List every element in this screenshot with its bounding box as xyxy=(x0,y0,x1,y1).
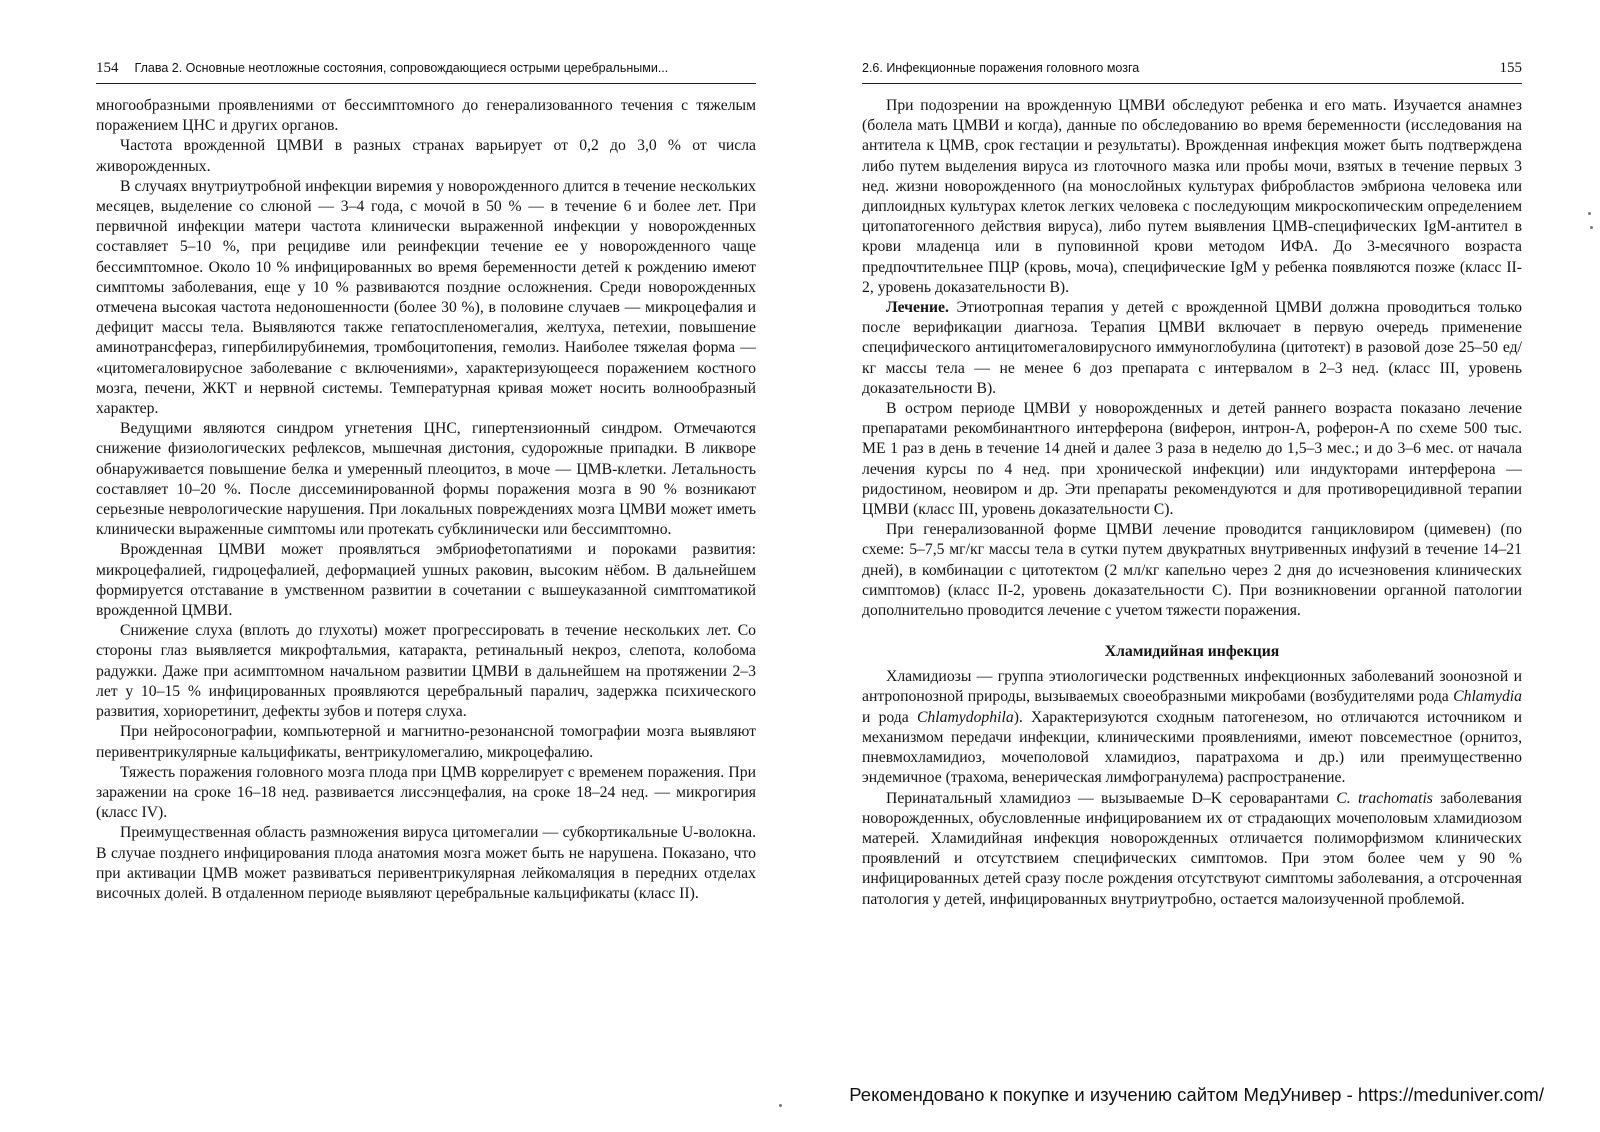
paragraph: Снижение слуха (вплоть до глухоты) может прогрессировать в течение нескольких лет. Со стороны глаз выявляется микрофтальмия, катаракта, ретинальный некроз, слепота, колобома радужки. Даже при асимптомном начальном развитии ЦМВИ в дальнейшем на протяжении 2–3 лет у 10–15 % инфицированных проявляются церебральный паралич, задержка психического развития, хориоретинит, дефекты зубов и потеря слуха. xyxy=(96,622,756,721)
paragraph: Врожденная ЦМВИ может проявляться эмбриофетопатиями и пороками развития: микроцефалией, гидроцефалией, деформацией ушных раковин, высоким нёбом. В дальнейшем формируется отставание в умственном развитии в сочетании с вышеуказанной симптоматикой врожденной ЦМВИ. xyxy=(96,541,756,620)
treatment-lead: Лечение. xyxy=(886,299,949,317)
left-running-title: Глава 2. Основные неотложные состояния, сопровождающиеся острыми церебральными... xyxy=(134,61,669,75)
right-running-head xyxy=(862,60,1522,84)
paragraph: многообразными проявлениями от бессимптомного до генерализованного течения с тяжелым поражением ЦНС и других органов. xyxy=(96,97,756,135)
left-page xyxy=(96,60,756,904)
italic-term: Chlamydophila xyxy=(916,708,1014,726)
right-page xyxy=(862,60,1522,910)
text-run: и рода xyxy=(862,708,917,726)
section-heading: Хламидийная инфекция xyxy=(1104,643,1280,661)
text-run: заболевания новорожденных, обусловленные инфицированием их от страдающих мочеполовым хламидиозом матерей. Хламидийная инфекция новорожденных отличается полиморфизмом клинических проявлений и отсутствием специфических симптомов. При этом более чем у 90 % инфицированных детей сразу после рождения отсутствуют симптомы заболевания, а отсроченная патология у детей, инфицированных внутриутробно, остается малоизученной проблемой. xyxy=(862,789,1522,908)
paragraph: В случаях внутриутробной инфекции виремия у новорожденного длится в течение нескольких месяцев, выделение со слюной — 3–4 года, с мочой в 50 % — в течение 6 и более лет. При первичной инфекции матери частота клинически выраженной инфекции у новорожденных составляет 5–10 %, при рецидиве или реинфекции течение ее у новорожденного чаще бессимптомное. Около 10 % инфицированных во время беременности детей к рождению имеют симптомы заболевания, еще у 10 % развиваются поздние осложнения. Среди новорожденных отмечена высокая частота недоношенности (более 30 %), в половине случаев — микроцефалия и дефицит массы тела. Выявляются также гепатоспленомегалия, желтуха, петехии, повышение аминотрансфераз, гипербилирубинемия, тромбоцитопения, гемолиз. Наиболее тяжелая форма — «цитомегаловирусное заболевание с включениями», характеризующееся поражением костного мозга, печени, ЖКТ и нервной системы. Температурная кривая может носить волнообразный характер. xyxy=(96,177,756,418)
footer-credit: Рекомендовано к покупке и изучению сайтом МедУнивер - https://meduniver.com/ xyxy=(849,1084,1544,1105)
paragraph xyxy=(862,667,1522,788)
paragraph xyxy=(862,789,1522,910)
paragraph: Тяжесть поражения головного мозга плода при ЦМВ коррелирует с временем поражения. При заражении на сроке 16–18 нед. развивается лиссэнцефалия, на сроке 18–24 нед. — микрогирия (класс IV). xyxy=(96,763,756,822)
right-page-number: 155 xyxy=(1499,60,1522,76)
paragraph: Ведущими являются синдром угнетения ЦНС, гипертензионный синдром. Отмечаются снижение физиологических рефлексов, мышечная дистония, судорожные припадки. В ликворе обнаруживается повышение белка и умеренный плеоцитоз, в моче — ЦМВ-клетки. Летальность составляет 10–20 %. После диссеминированной формы поражения мозга в 90 % возникают серьезные неврологические нарушения. При локальных повреждениях мозга ЦМВИ может иметь клинически выраженные симптомы или протекать субклинически или бессимптомно. xyxy=(96,420,756,539)
text-run: Перинатальный хламидиоз — вызываемые D–K сероварантами xyxy=(886,789,1337,807)
right-running-title: 2.6. Инфекционные поражения головного мозга xyxy=(862,61,1140,75)
scan-speck xyxy=(1590,226,1593,229)
right-body-text xyxy=(862,96,1522,910)
paragraph: При подозрении на врожденную ЦМВИ обследуют ребенка и его мать. Изучается анамнез (болела мать ЦМВИ и когда), данные по обследованию во время беременности (исследования на антитела к ЦМВ, срок гестации и результаты). Врожденная инфекция может быть подтверждена либо путем выделения вируса из глоточного мазка или пробы мочи, взятых в течение первых 3 нед. жизни новорожденного (на монослойных культурах фибробластов эмбриона человека или диплоидных культурах клеток легких человека с последующим микроскопическим определением цитопатогенного действия вируса), либо путем выявления ЦМВ-специфических IgM-антител в крови младенца или в пуповинной крови методом ИФА. До 3-месячного возраста предпочтительнее ПЦР (кровь, моча), специфические IgM у ребенка появляются позже (класс II-2, уровень доказательности В). xyxy=(862,97,1522,296)
paragraph: В остром периоде ЦМВИ у новорожденных и детей раннего возраста показано лечение препаратами рекомбинантного интерферона (виферон, интрон-А, роферон-А по схеме 500 тыс. МЕ 1 раз в день в течение 14 дней и далее 3 раза в неделю до 1,5–3 мес.; и до 3–6 мес. от начала лечения курсы по 4 нед. при хронической инфекции) или индукторами интерферона — ридостином, неовиром и др. Эти препараты рекомендуются и для противорецидивной терапии ЦМВИ (класс III, уровень доказательности С). xyxy=(862,400,1522,519)
paragraph: При нейросонографии, компьютерной и магнитно-резонансной томографии мозга выявляют перивентрикулярные кальцификаты, вентрикуломегалию, микроцефалию. xyxy=(96,723,756,761)
treatment-text: Этиотропная терапия у детей с врожденной ЦМВИ должна проводиться только после верификации диагноза. Терапия ЦМВИ включает в первую очередь применение специфического антицитомегаловирусного иммуноглобулина (цитотект) в разовой дозе 25–50 ед/кг массы тела — не менее 6 доз препарата с интервалом в 2–3 нед. (класс III, уровень доказательности В). xyxy=(862,299,1522,397)
paragraph: Частота врожденной ЦМВИ в разных странах варьирует от 0,2 до 3,0 % от числа живорожденных. xyxy=(96,137,756,175)
left-page-number: 154 xyxy=(96,60,119,76)
scan-speck xyxy=(779,1104,782,1107)
italic-term: C. trachomatis xyxy=(1336,789,1433,807)
left-body-text xyxy=(96,96,756,904)
text-run: ). Характеризуются сходным патогенезом, но отличаются источником и механизмом передачи инфекции, клиническими проявлениями, имеют повсеместное (орнитоз, пневмохламидиоз, мочеполовой хламидиоз, паратрахома и др.) или преимущественно эндемичное (трахома, венерическая лимфогранулема) распространение. xyxy=(862,708,1522,787)
paragraph: Преимущественная область размножения вируса цитомегалии — субкортикальные U-волокна. В случае позднего инфицирования плода анатомия мозга может быть не нарушена. Показано, что при активации ЦМВ может развиваться перивентрикулярная лейкомаляция в передних отделах височных долей. В отдаленном периоде выявляют церебральные кальцификаты (класс II). xyxy=(96,824,756,902)
italic-term: Chlamydia xyxy=(1453,688,1522,706)
text-run: Хламидиозы — группа этиологически родственных инфекционных заболеваний зоонозной и антропонозной природы, вызываемых своеобразными микробами (возбудителями рода xyxy=(862,668,1522,706)
left-running-head xyxy=(96,60,756,84)
treatment-paragraph xyxy=(862,298,1522,399)
scan-speck xyxy=(1588,212,1591,215)
paragraph: При генерализованной форме ЦМВИ лечение проводится ганцикловиром (цимевен) (по схеме: 5–7,5 мг/кг массы тела в сутки путем двукратных внутривенных инфузий в течение 14–21 дней), в комбинации с цитотектом (2 мл/кг капельно через 2 дня до исчезновения клинических симптомов) (класс II-2, уровень доказательности С). При возникновении органной патологии дополнительно проводится лечение с учетом тяжести поражения. xyxy=(862,521,1522,620)
